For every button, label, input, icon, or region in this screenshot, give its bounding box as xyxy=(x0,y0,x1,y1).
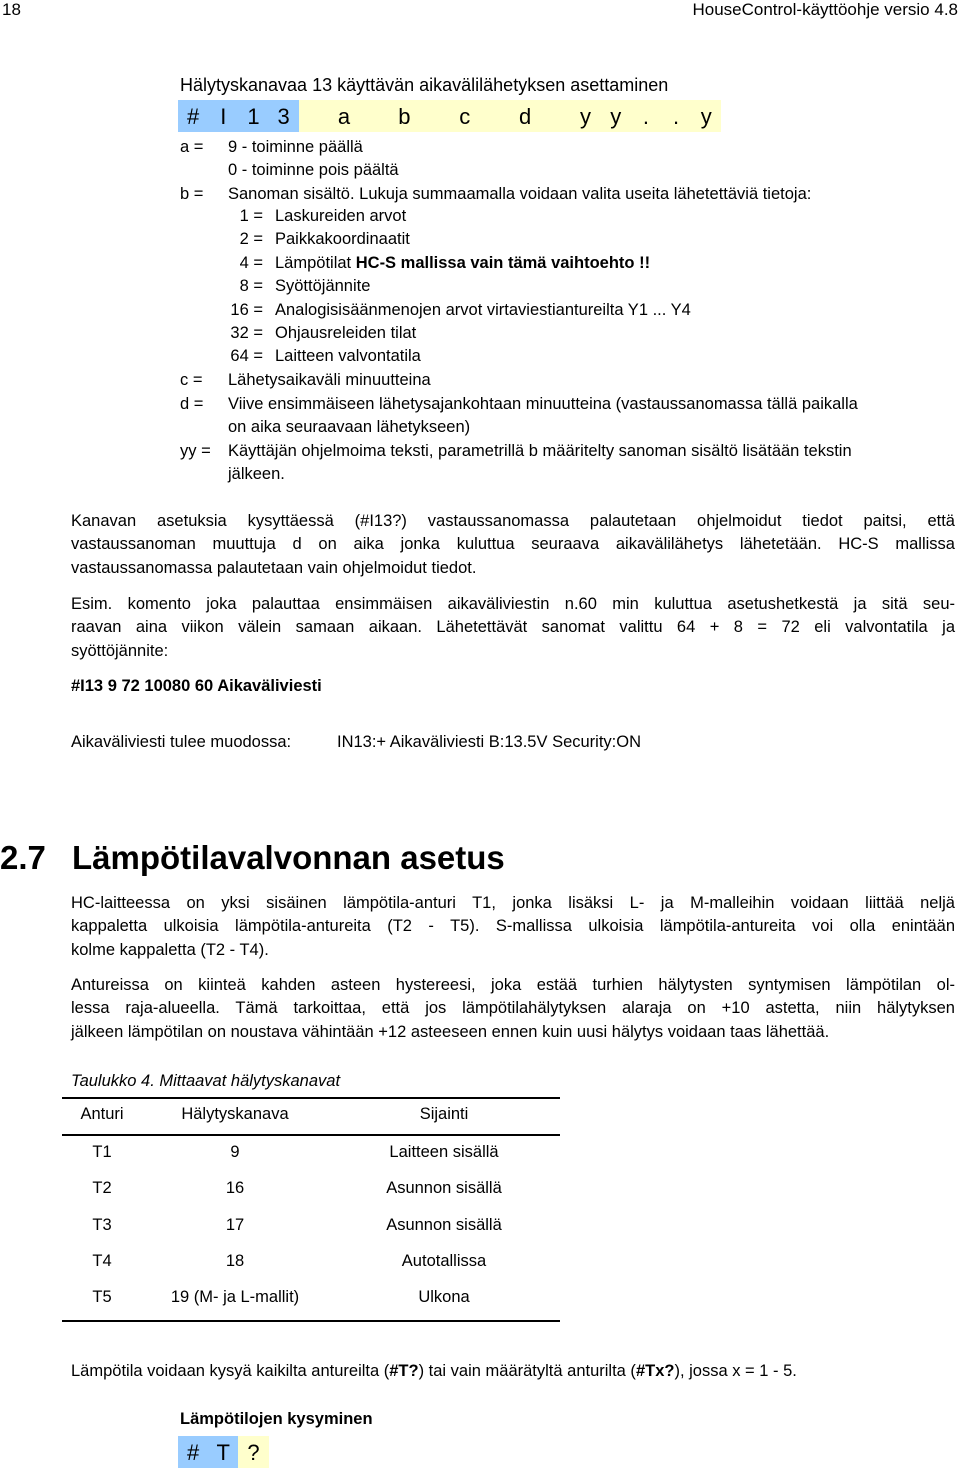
section-number: 2.7 xyxy=(0,839,46,876)
param-c-text: Lähetysaikaväli minuutteina xyxy=(228,371,431,389)
response-label: Aikaväliviesti tulee muodossa: xyxy=(71,733,292,751)
text-line: syöttöjännite: xyxy=(71,641,169,660)
example-command: #I13 9 72 10080 60 Aikaväliviesti xyxy=(71,677,322,695)
command-cell: y xyxy=(570,100,600,132)
command-cell: y xyxy=(691,100,721,132)
table-bottom-rule xyxy=(62,1320,560,1322)
param-yy-line1: Käyttäjän ohjelmoima teksti, parametrillä b määritelty sanoman sisältö lisätään tekstin xyxy=(228,442,852,460)
option-number: 8 = xyxy=(239,277,263,296)
option-number: 1 = xyxy=(239,207,263,225)
param-b-text: Sanoman sisältö. Lukuja summaamalla voidaan valita useita lähetettäviä tietoja: xyxy=(228,185,812,203)
table-cell: T2 xyxy=(92,1179,112,1198)
command-cell: # xyxy=(178,100,208,132)
command-cell xyxy=(420,100,450,132)
table-header: Hälytyskanava xyxy=(181,1105,289,1123)
command-inline: #T? xyxy=(389,1362,419,1380)
command-cell: 1 xyxy=(238,100,268,132)
text-run: ), jossa x = 1 - 5. xyxy=(674,1362,797,1380)
command-cell: 3 xyxy=(269,100,299,132)
section-title: Lämpötilavalvonnan asetus xyxy=(72,839,505,876)
command-format-bar xyxy=(178,100,721,132)
param-a-label: a = xyxy=(180,138,204,156)
param-d-label: d = xyxy=(180,395,204,413)
table-cell: Laitteen sisällä xyxy=(389,1143,499,1161)
option-number: 2 = xyxy=(239,230,263,249)
option-text xyxy=(275,230,410,249)
text-line: lessa raja-alueella. Tämä tarkoittaa, että jos lämpötilahälytyksen alaraja on +10 astetta, niin hälytyksen xyxy=(71,999,955,1018)
option-text xyxy=(275,301,691,320)
query-paragraph xyxy=(71,510,955,580)
text-line: Kanavan asetuksia kysyttäessä (#I13?) vastaussanomassa palautetaan ohjelmoidut tiedot paitsi, että xyxy=(71,512,955,530)
table-cell: 16 xyxy=(225,1179,245,1198)
text-line: HC-laitteessa on yksi sisäinen lämpötila-anturi T1, jonka lisäksi L- ja M-malleihin voidaan liittää neljä xyxy=(71,894,955,912)
option-label: Syöttöjännite xyxy=(275,277,371,296)
option-text xyxy=(275,347,421,366)
param-a-line1: 9 - toiminne päällä xyxy=(228,138,363,156)
text-line: Antureissa on kiinteä kahden asteen hystereesi, joka estää turhien hälytysten syntymisen lämpötilan ol- xyxy=(71,976,955,994)
temperature-query-text xyxy=(71,1362,797,1381)
table-cell: T3 xyxy=(92,1215,112,1234)
param-d-line1: Viive ensimmäiseen lähetysajankohtaan minuutteina (vastaussanomassa tällä paikalla xyxy=(228,395,858,413)
option-number: 32 = xyxy=(230,324,263,342)
query-command-bar xyxy=(178,1436,269,1468)
option-note: HC-S mallissa vain tämä vaihtoehto !! xyxy=(355,253,651,272)
table-cell: T5 xyxy=(92,1288,112,1307)
param-yy-line2: jälkeen. xyxy=(228,465,285,483)
table-cell: 9 xyxy=(230,1143,240,1161)
text-run: Lämpötila voidaan kysyä kaikilta antureilta ( xyxy=(71,1362,390,1380)
command-cell: . xyxy=(631,100,661,132)
text-line: kappaletta ulkoisia lämpötila-antureita (T2 - T5). S-mallissa ulkoisia lämpötila-antureita voi olla enintään xyxy=(71,917,955,936)
text-line: Esim. komento joka palauttaa ensimmäisen aikaväliviestin n.60 min kuluttua asetushetkestä ja sitä seu- xyxy=(71,595,955,613)
section-heading-2-7 xyxy=(0,839,505,877)
command-cell: a xyxy=(329,100,359,132)
table-cell: Asunnon sisällä xyxy=(386,1179,502,1198)
response-value: IN13:+ Aikaväliviesti B:13.5V Security:ON xyxy=(337,733,642,751)
command-cell: b xyxy=(389,100,419,132)
document-title: HouseControl-käyttöohje versio 4.8 xyxy=(692,0,958,19)
command-cell: y xyxy=(601,100,631,132)
option-text xyxy=(275,207,406,226)
option-number: 64 = xyxy=(230,347,263,366)
command-cell: T xyxy=(208,1436,238,1468)
option-number: 4 = xyxy=(239,253,263,272)
option-label: Analogisisäänmenojen arvot virtaviestiantureilta Y1 ... Y4 xyxy=(275,300,691,319)
param-d-line2: on aika seuraavaan lähetykseen) xyxy=(228,418,471,436)
table-cell: Asunnon sisällä xyxy=(386,1215,502,1234)
command-cell: # xyxy=(178,1436,208,1468)
option-label: Laskureiden arvot xyxy=(275,207,407,225)
table-cell: T1 xyxy=(92,1143,112,1161)
table-cell: Ulkona xyxy=(418,1288,470,1307)
command-cell: . xyxy=(661,100,691,132)
command-cell xyxy=(480,100,510,132)
table-header: Anturi xyxy=(80,1105,124,1123)
option-number: 16 = xyxy=(230,300,263,319)
hysteresis-paragraph xyxy=(71,974,955,1044)
option-label: Laitteen valvontatila xyxy=(275,347,421,366)
text-line: raavan aina viikon välein samaan aikaan. Lähetettävät sanomat valittu 64 + 8 = 72 eli valvontatila ja xyxy=(71,618,955,637)
text-line: vastaussanoman muuttuja d on aika jonka kuluttua seuraava aikavälilähetys lähetetään. HC-S mallissa xyxy=(71,535,955,554)
table-header-rule xyxy=(62,1134,560,1136)
option-label: Ohjausreleiden tilat xyxy=(275,324,417,342)
command-cell xyxy=(540,100,570,132)
command-cell: I xyxy=(208,100,238,132)
table-caption: Taulukko 4. Mittaavat hälytyskanavat xyxy=(71,1072,341,1090)
table-cell: Autotallissa xyxy=(401,1251,487,1270)
page-number: 18 xyxy=(2,0,21,19)
sensor-intro-paragraph xyxy=(71,892,955,962)
param-yy-label: yy = xyxy=(180,442,211,460)
command-cell xyxy=(299,100,329,132)
command-cell xyxy=(359,100,389,132)
option-text xyxy=(275,254,650,273)
section-title-interval: Hälytyskanavaa 13 käyttävän aikavälilähetyksen asettaminen xyxy=(180,75,669,95)
param-a-line2: 0 - toiminne pois päältä xyxy=(228,161,399,179)
example-paragraph xyxy=(71,593,955,663)
command-cell: d xyxy=(510,100,540,132)
table-cell: 19 (M- ja L-mallit) xyxy=(170,1288,300,1307)
option-label: Paikkakoordinaatit xyxy=(275,230,410,249)
command-cell: c xyxy=(450,100,480,132)
text-line: kolme kappaletta (T2 - T4). xyxy=(71,940,269,959)
command-cell: ? xyxy=(238,1436,268,1468)
option-text xyxy=(275,277,370,296)
param-c-label: c = xyxy=(180,371,203,389)
table-top-rule xyxy=(62,1097,560,1099)
table-cell: T4 xyxy=(92,1251,112,1270)
param-b-label: b = xyxy=(180,185,204,203)
option-text xyxy=(275,324,416,343)
table-header: Sijainti xyxy=(419,1105,469,1123)
option-label: Lämpötilat xyxy=(275,253,352,272)
text-line: vastaussanomassa palautetaan vain ohjelmoidut tiedot. xyxy=(71,558,477,577)
text-run: ) tai vain määrätyltä anturilta ( xyxy=(418,1362,636,1380)
subheading-temperature-query: Lämpötilojen kysyminen xyxy=(180,1410,373,1428)
table-cell: 18 xyxy=(225,1251,245,1270)
table-cell: 17 xyxy=(225,1215,245,1234)
command-inline: #Tx? xyxy=(635,1362,675,1380)
text-line: jälkeen lämpötilan on noustava vähintään +12 asteeseen ennen kuin uusi hälytys voidaan taas lähettää. xyxy=(71,1022,830,1041)
